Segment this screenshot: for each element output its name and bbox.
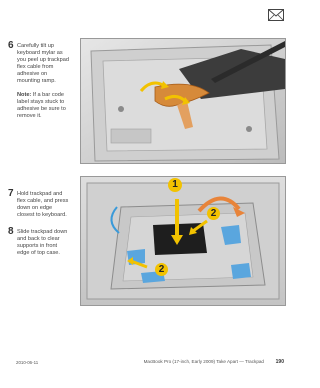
footer-title: MacBook Pro (17-inch, Early 2009) Take Apart — Trackpad bbox=[143, 359, 264, 364]
step-number: 8 bbox=[8, 226, 14, 237]
note-text: If a bar code label stays stuck to adhesive be sure to remove it. bbox=[17, 92, 66, 119]
photo-trackpad-removal bbox=[80, 176, 286, 306]
step-text: Slide trackpad down and back to clear supports in front edge of top case. bbox=[17, 229, 68, 256]
page-number: 190 bbox=[275, 359, 284, 365]
step-text: Hold trackpad and flex cable, and press down on edge closest to keyboard. bbox=[17, 191, 69, 218]
step-number: 7 bbox=[8, 188, 14, 199]
step-note bbox=[17, 92, 71, 120]
step-number: 6 bbox=[8, 40, 14, 51]
callout-2-right: 2 bbox=[207, 207, 220, 220]
callout-1: 1 bbox=[168, 178, 182, 192]
footer-date: 2010-06-11 bbox=[16, 360, 39, 365]
step-text: Carefully tilt up keyboard mylar as you peel up trackpad flex cable from adhesive on mounting ramp. bbox=[17, 43, 69, 84]
callout-2-left: 2 bbox=[155, 263, 168, 276]
photo-flex-cable-peel bbox=[80, 38, 286, 164]
note-label: Note: bbox=[17, 92, 32, 98]
envelope-icon[interactable] bbox=[268, 9, 284, 21]
